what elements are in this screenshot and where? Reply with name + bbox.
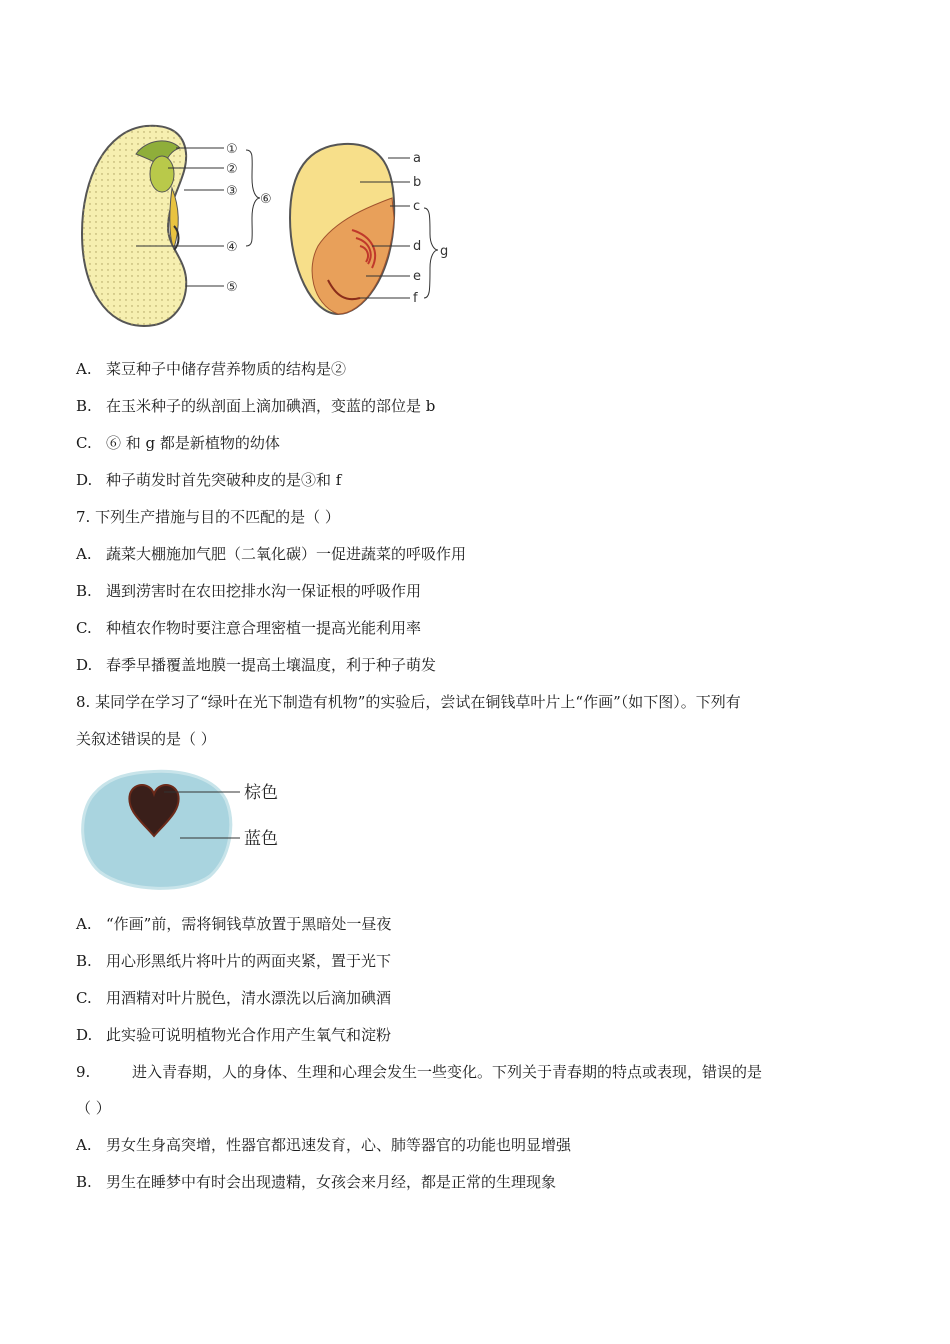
brown-label: 棕色 (244, 783, 278, 803)
option-text: 春季早播覆盖地膜一提高土壤温度，利于种子萌发 (106, 656, 437, 674)
option-label: B. (76, 582, 92, 600)
q9-option-a (76, 1135, 571, 1155)
option-label: B. (76, 397, 92, 415)
option-text: 种子萌发时首先突破种皮的是③和 f (106, 471, 342, 489)
q7-option-c (76, 618, 421, 638)
option-text: 在玉米种子的纵剖面上滴加碘酒，变蓝的部位是 b (106, 397, 436, 415)
corn-label-c: c (413, 199, 421, 214)
option-label: C. (76, 619, 92, 637)
option-text: 用心形黑纸片将叶片的两面夹紧，置于光下 (106, 952, 392, 970)
q7-option-b (76, 581, 421, 601)
bean-seed-diagram (82, 126, 186, 326)
corn-label-b: b (413, 175, 422, 190)
option-text: 遇到涝害时在农田挖排水沟一保证根的呼吸作用 (106, 582, 422, 600)
option-label: A. (76, 915, 92, 933)
q8-option-b (76, 951, 391, 971)
seed-structure-figure (76, 118, 456, 333)
corn-label-g: g (440, 244, 449, 259)
q6-option-a (76, 359, 346, 379)
bean-label-3: ③ (226, 184, 238, 199)
q6-option-c (76, 433, 280, 453)
q6-option-d (76, 470, 341, 490)
leaf-painting-figure (76, 766, 296, 896)
option-label: A. (76, 545, 92, 563)
option-text: 男生在睡梦中有时会出现遗精，女孩会来月经，都是正常的生理现象 (106, 1173, 557, 1191)
bean-label-4: ④ (226, 240, 238, 255)
blue-label: 蓝色 (244, 829, 278, 849)
option-label: B. (76, 952, 92, 970)
q8-option-c (76, 988, 391, 1008)
corn-kernel-diagram (290, 144, 394, 314)
corn-label-a: a (413, 151, 421, 166)
q7-option-d (76, 655, 436, 675)
question-text: 进入青春期，人的身体、生理和心理会发生一些变化。下列关于青春期的特点或表现，错误的是 (132, 1063, 763, 1081)
corn-part-labels (413, 151, 448, 306)
question-number: 9. (76, 1063, 91, 1081)
q6-option-b (76, 396, 435, 416)
bean-label-5: ⑤ (226, 280, 238, 295)
option-label: A. (76, 360, 92, 378)
q7-stem: 7. 下列生产措施与目的不匹配的是（ ） (76, 508, 340, 526)
option-text: 种植农作物时要注意合理密植一提高光能利用率 (106, 619, 422, 637)
bean-label-2: ② (226, 162, 238, 177)
q8-stem-line1: 8. 某同学在学习了“绿叶在光下制造有机物”的实验后，尝试在铜钱草叶片上“作画”（如下图）。下列有 (76, 693, 741, 711)
option-label: D. (76, 1026, 93, 1044)
option-text: 用酒精对叶片脱色，清水漂洗以后滴加碘酒 (106, 989, 392, 1007)
q8-option-a (76, 914, 391, 934)
q7-option-a (76, 544, 466, 564)
q8-stem-line2: 关叙述错误的是（ ） (76, 730, 216, 748)
corn-label-f: f (413, 291, 418, 306)
q9-stem-line1 (76, 1062, 762, 1082)
bean-label-6: ⑥ (260, 192, 272, 207)
option-text: ⑥ 和 g 都是新植物的幼体 (106, 434, 280, 452)
q9-option-b (76, 1172, 556, 1192)
corn-label-d: d (413, 239, 422, 254)
bean-label-1: ① (226, 142, 238, 157)
option-label: A. (76, 1136, 92, 1154)
bean-part-labels (226, 142, 272, 295)
option-text: “作画”前，需将铜钱草放置于黑暗处一昼夜 (106, 915, 392, 933)
option-label: D. (76, 471, 93, 489)
q8-option-d (76, 1025, 391, 1045)
option-label: C. (76, 434, 92, 452)
option-text: 此实验可说明植物光合作用产生氧气和淀粉 (106, 1026, 392, 1044)
q9-stem-line2: （ ） (76, 1099, 111, 1117)
option-label: C. (76, 989, 92, 1007)
option-text: 蔬菜大棚施加气肥（二氧化碳）一促进蔬菜的呼吸作用 (106, 545, 467, 563)
option-text: 菜豆种子中储存营养物质的结构是② (106, 360, 347, 378)
option-text: 男女生身高突增，性器官都迅速发育，心、肺等器官的功能也明显增强 (106, 1136, 572, 1154)
option-label: D. (76, 656, 93, 674)
option-label: B. (76, 1173, 92, 1191)
corn-label-e: e (413, 269, 421, 284)
